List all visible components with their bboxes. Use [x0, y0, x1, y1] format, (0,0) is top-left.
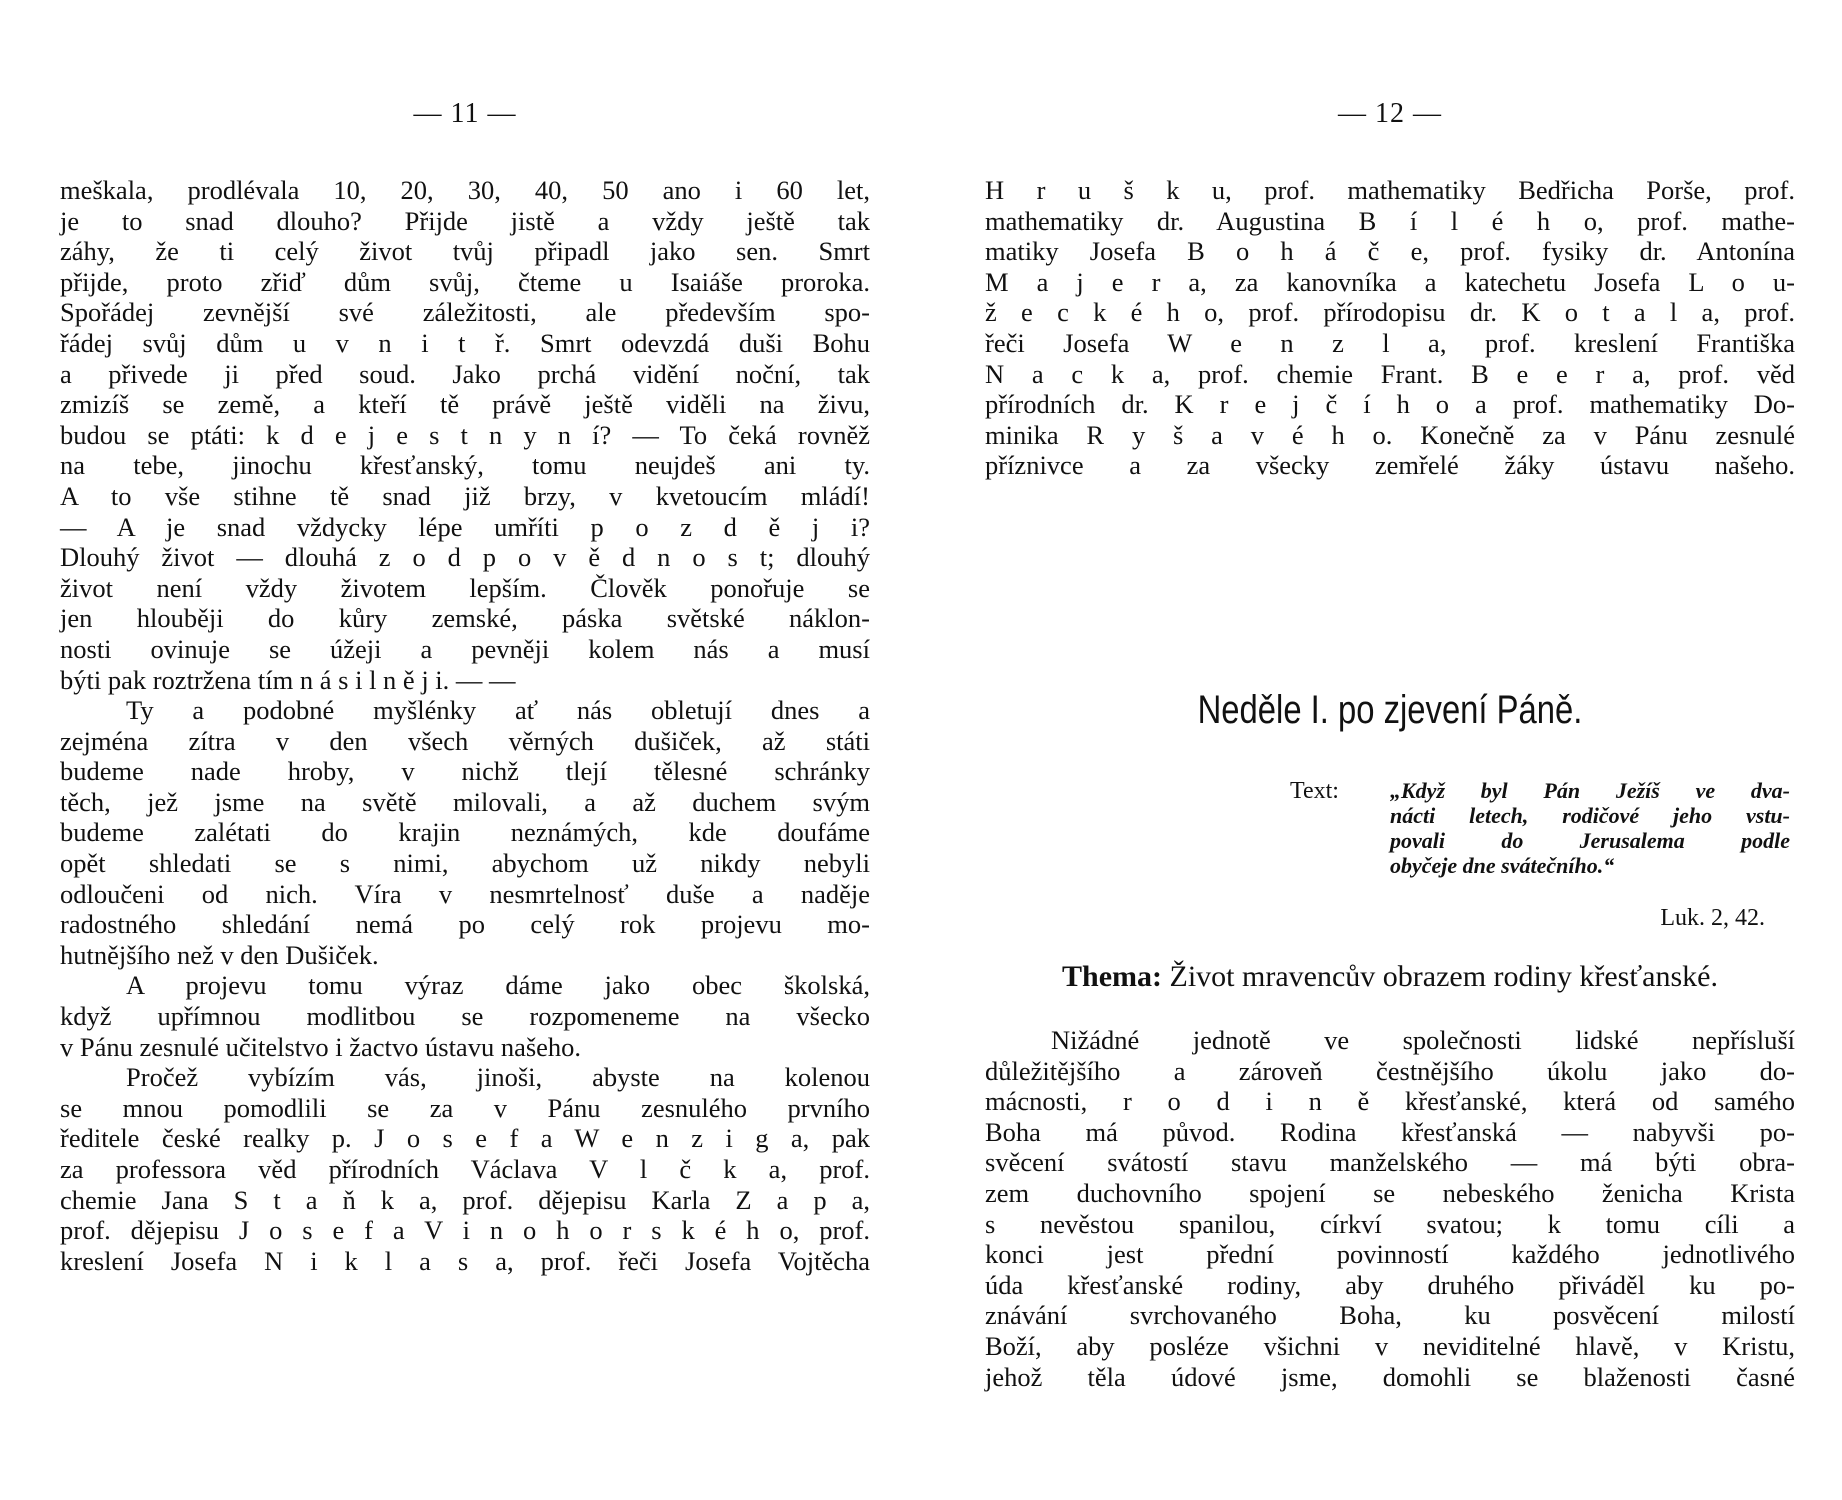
- page-number-right: — 12 —: [1338, 98, 1442, 129]
- text-line: život není vždy životem lepším. Člověk ponořuje se: [60, 572, 870, 603]
- text-line: přírodních dr. K r e j č í h o a prof. mathematiky Do-: [985, 389, 1795, 420]
- text-line: příznivce a za všecky zemřelé žáky ústavu našeho.: [985, 450, 1795, 481]
- text-line: řeči Josefa W e n z l a, prof. kreslení Františka: [985, 327, 1795, 358]
- text-line: úda křesťanské rodiny, aby druhého přiváděl ku po-: [985, 1269, 1795, 1300]
- text-line: mácnosti, r o d i n ě křesťanské, která od samého: [985, 1086, 1795, 1117]
- text-line: — A je snad vždycky lépe umříti p o z d ě j i?: [60, 511, 870, 542]
- text-line: prof. dějepisu J o s e f a V i n o h o r s k é h o, prof.: [60, 1215, 870, 1246]
- text-line: těch, jež jsme na světě milovali, a až duchem svým: [60, 786, 870, 817]
- text-line: přijde, proto zřiď dům svůj, čteme u Isaiáše proroka.: [60, 266, 870, 297]
- text-line: A projevu tomu výraz dáme jako obec školská,: [126, 970, 870, 1001]
- right-body-text: [985, 175, 1795, 481]
- motto-line: nácti letech, rodičové jeho vstu-: [1390, 803, 1790, 828]
- text-line: Pročež vybízím vás, jinoši, abyste na kolenou: [126, 1062, 870, 1093]
- left-page: [60, 0, 870, 1500]
- motto-quote: [1390, 778, 1790, 878]
- text-line: budeme zalétati do krajin neznámých, kde doufáme: [60, 817, 870, 848]
- motto-line: obyčeje dne svátečního.“: [1390, 853, 1615, 878]
- text-line: Boží, aby posléze všichni v neviditelné hlavě, v Kristu,: [985, 1330, 1795, 1361]
- right-body-text-2: [985, 1025, 1795, 1392]
- text-line: chemie Jana S t a ň k a, prof. dějepisu Karla Z a p a,: [60, 1184, 870, 1215]
- text-line: odloučeni od nich. Víra v nesmrtelnosť duše a naděje: [60, 878, 870, 909]
- text-line: konci jest přední povinností každého jednotlivého: [985, 1239, 1795, 1270]
- text-line: svěcení svátostí stavu manželského — má býti obra-: [985, 1147, 1795, 1178]
- text-line: meškala, prodlévala 10, 20, 30, 40, 50 ano i 60 let,: [60, 175, 870, 205]
- motto-line: povali do Jerusalema podle: [1390, 828, 1790, 853]
- text-line: Dlouhý život — dlouhá z o d p o v ě d n o s t; dlouhý: [60, 542, 870, 573]
- text-line: minika R y š a v é h o. Konečně za v Pánu zesnulé: [985, 419, 1795, 450]
- text-line: radostného shledání nemá po celý rok projevu mo-: [60, 909, 870, 940]
- text-line: jen hlouběji do kůry zemské, páska světské náklon-: [60, 603, 870, 634]
- text-line: a přivede ji před soud. Jako prchá vidění noční, tak: [60, 358, 870, 389]
- motto-label: Text:: [1290, 778, 1339, 804]
- text-line: býti pak roztržena tím n á s i l n ě j i. — —: [60, 664, 516, 695]
- text-line: když upřímnou modlitbou se rozpomeneme na všecko: [60, 1001, 870, 1032]
- text-line: znávání svrchovaného Boha, ku posvěcení milostí: [985, 1300, 1795, 1331]
- text-line: opět shledati se s nimi, abychom už nikdy nebyli: [60, 848, 870, 879]
- text-line: s nevěstou spanilou, církví svatou; k tomu cíli a: [985, 1208, 1795, 1239]
- text-line: Nižádné jednotě ve společnosti lidské nepřísluší: [1051, 1025, 1795, 1055]
- page-number-left: — 11 —: [413, 98, 517, 129]
- thema-line: [985, 960, 1795, 994]
- text-line: na tebe, jinochu křesťanský, tomu neujdeš ani ty.: [60, 450, 870, 481]
- text-line: budeme nade hroby, v nichž tlejí tělesné schránky: [60, 756, 870, 787]
- text-line: matiky Josefa B o h á č e, prof. fysiky dr. Antonína: [985, 236, 1795, 267]
- text-line: Ty a podobné myšlénky ať nás obletují dnes a: [126, 695, 870, 726]
- text-line: A to vše stihne tě snad již brzy, v kvetoucím mládí!: [60, 480, 870, 511]
- text-line: záhy, že ti celý život tvůj připadl jako sen. Smrt: [60, 236, 870, 267]
- left-body-text: [60, 175, 870, 1276]
- text-line: mathematiky dr. Augustina B í l é h o, prof. mathe-: [985, 205, 1795, 236]
- text-line: ředitele české realky p. J o s e f a W e n z i g a, pak: [60, 1123, 870, 1154]
- text-line: budou se ptáti: k d e j e s t n y n í? — To čeká rovněž: [60, 419, 870, 450]
- text-line: nosti ovinuje se úžeji a pevněji kolem nás a musí: [60, 633, 870, 664]
- text-line: řádej svůj dům u v n i t ř. Smrt odevzdá duši Bohu: [60, 327, 870, 358]
- text-line: Spořádej zevnější své záležitosti, ale především spo-: [60, 297, 870, 328]
- text-line: je to snad dlouho? Přijde jistě a vždy ještě tak: [60, 205, 870, 236]
- text-line: H r u š k u, prof. mathematiky Bedřicha Porše, prof.: [985, 175, 1795, 205]
- text-line: zem duchovního spojení se nebeského ženicha Krista: [985, 1177, 1795, 1208]
- text-line: se mnou pomodlili se za v Pánu zesnulého prvního: [60, 1092, 870, 1123]
- text-line: zejména zítra v den všech věrných dušiček, až státi: [60, 725, 870, 756]
- text-line: N a c k a, prof. chemie Frant. B e e r a, prof. věd: [985, 358, 1795, 389]
- text-line: ž e c k é h o, prof. přírodopisu dr. K o t a l a, prof.: [985, 297, 1795, 328]
- right-page: [985, 0, 1795, 1500]
- section-heading: Neděle I. po zjevení Páně.: [1197, 688, 1583, 732]
- text-line: Boha má původ. Rodina křesťanská — nabyvši po-: [985, 1116, 1795, 1147]
- text-line: důležitějšího a zároveň čestnějšího úkolu jako do-: [985, 1055, 1795, 1086]
- text-line: M a j e r a, za kanovníka a katechetu Josefa L o u-: [985, 266, 1795, 297]
- motto-reference: Luk. 2, 42.: [1660, 905, 1765, 931]
- thema-label: Thema:: [1062, 960, 1163, 993]
- motto-line: „Když byl Pán Ježíš ve dva-: [1390, 778, 1790, 803]
- text-line: v Pánu zesnulé učitelstvo i žactvo ústavu našeho.: [60, 1031, 582, 1062]
- text-line: kreslení Josefa N i k l a s a, prof. řeči Josefa Vojtěcha: [60, 1245, 870, 1276]
- text-line: za professora věd přírodních Václava V l č k a, prof.: [60, 1154, 870, 1184]
- thema-text: Život mravencův obrazem rodiny křesťanské.: [1169, 960, 1718, 993]
- text-line: jehož těla údové jsme, domohli se blaženosti časné: [985, 1361, 1795, 1392]
- text-line: zmizíš se země, a kteří tě právě ještě viděli na živu,: [60, 389, 870, 420]
- text-line: hutnějšího než v den Dušiček.: [60, 939, 379, 970]
